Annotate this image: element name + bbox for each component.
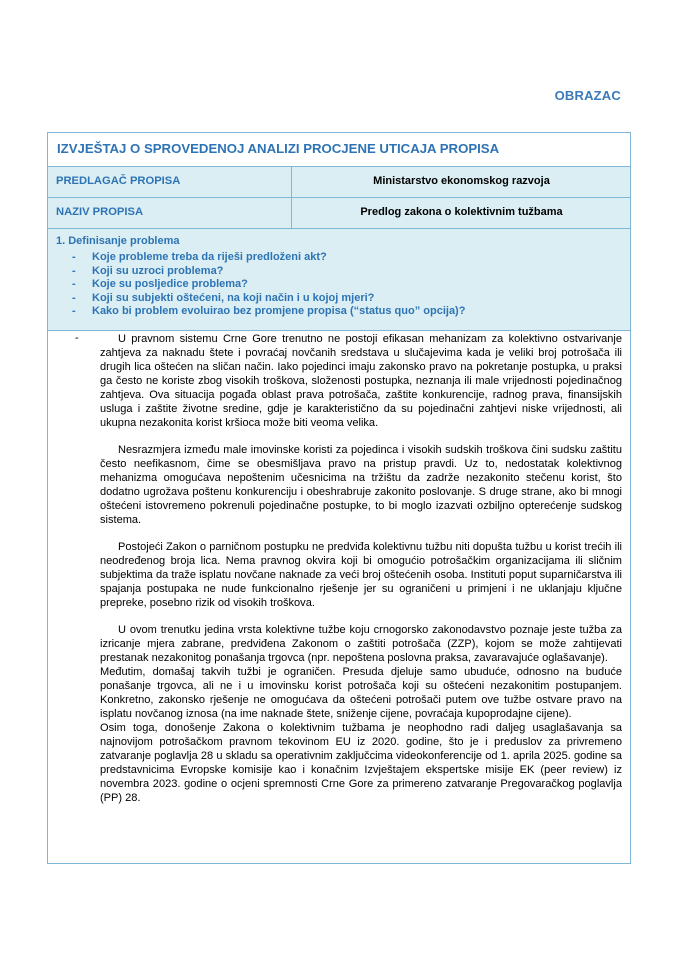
proposer-value: Ministarstvo ekonomskog razvoja [373,175,550,187]
section-heading: 1. Definisanje problema [56,235,180,247]
proposer-label: PREDLAGAČ PROPISA [56,175,181,187]
section-problem-definition [48,229,630,331]
paragraph: Nesrazmjera između male imovinske koristi za pojedinca i visokih sudskih troškova čini sudsku zaštitu često neefikasnom, čime se obesmišljava pravo na pristup pravdi. Uz to, nedostatak kolektivnog mehanizma omogućava nepoštenim učesnicima na tržištu da zadrže nezakonito stečenu korist, što dodatno ugrožava poštenu konkurenciju i obeshrabruje zakonito poslovanje. S druge strane, ako bi mnogi oštećeni istovremeno pokrenuli pojedinačne postupke, to bi moglo izazvati ozbiljno opterećenje sudskog sistema. [100,444,622,526]
proposer-row [48,167,630,198]
paragraph: U ovom trenutku jedina vrsta kolektivne tužbe koju crnogorsko zakonodavstvo poznaje jeste tužba za izricanje mjera zabrane, predviđena Zakonom o zaštiti potrošača (ZZP), kojom se može zahtijevati prestanak nezakonitog ponašanja trgovca (npr. nepoštena poslovna praksa, zavaravajuće oglašavanje). [100,624,622,664]
report-form [47,132,631,864]
question-text: Koje probleme treba da riješi predloženi akt? [92,251,327,263]
answer-bullet: - [75,332,79,344]
question-text: Kako bi problem evoluirao bez promjene propisa (“status quo” opcija)? [92,305,466,317]
regulation-name-row [48,198,630,229]
question-text: Koje su posljedice problema? [92,278,248,290]
paragraph: Osim toga, donošenje Zakona o kolektivnim tužbama je neophodno radi daljeg usaglašavanja sa najnovijom potrošačkom pravnom tekovinom EU iz 2020. godine, što je i preduslov za privremeno zatvaranje poglavlja 28 u skladu sa operativnim zaključcima videokonferencije od 1. aprila 2025. godine sa predstavnicima Evropske komisije kao i konačnim Izvještajem ekspertske misije EK (peer review) iz novembra 2023. godine o ocjeni spremnosti Crne Gore za primereno zatvaranje Pregovaračkog poglavlja (PP) 28. [100,722,622,804]
question-bullet: - [72,264,76,277]
answer-paragraphs [100,332,622,805]
report-title: IZVJEŠTAJ O SPROVEDENOJ ANALIZI PROCJENE UTICAJA PROPISA [57,141,500,156]
question-bullet: - [72,305,76,317]
regulation-name-label: NAZIV PROPISA [56,206,144,218]
paragraph: U pravnom sistemu Crne Gore trenutno ne postoji efikasan mehanizam za kolektivno ostvarivanje zahtjeva za naknadu štete i povraćaj novčanih sredstava u slučajevima kada je veliki broj potrošača ili drugih lica oštećen na sličan način. Iako pojedinci imaju zakonsko pravo na pokretanje postupka, u praksi ga često ne koriste zbog visokih troškova, složenosti postupka, neznanja ili male vrijednosti pojedinačnog zahtjeva. Ova situacija pogađa oblast prava potrošača, zaštite konkurencije, radnog prava, finansijskih usluga i zaštite životne sredine, gdje je karakteristično da su pojedinačni zahtjevi niske vrijednosti, ali ukupna nezakonita korist kršioca može biti veoma velika. [100,333,622,429]
paragraph: Postojeći Zakon o parničnom postupku ne predviđa kolektivnu tužbu niti dopušta tužbu u korist trećih ili neodređenog broja lica. Nema pravnog okvira koji bi omogućio potrošačkim organizacijama ili sličnim subjektima da traže isplatu novčane naknade za veći broj oštećenih osoba. Instituti poput suparničarstva ili spajanja postupaka ne nude funkcionalno rješenje jer su ograničeni u primjeni i ne uklanjaju ključne prepreke, posebno rizik od visokih troškova. [100,541,622,609]
form-label: OBRAZAC [554,88,621,103]
question-text: Koji su subjekti oštećeni, na koji način i u kojoj mjeri? [92,291,375,304]
question-text: Koji su uzroci problema? [92,264,224,277]
paragraph: Međutim, domašaj takvih tužbi je ograničen. Presuda djeluje samo ubuduće, odnosno na buduće ponašanje trgovca, ali ne i u imovinsku korist potrošača koji su oštećeni nezakonitim postupanjem. Konkretno, zakonsko rješenje ne omogućava da oštećeni potrošači putem ove tužbe ostvare pravo na isplatu novčanog iznosa (na ime naknade štete, sniženje cijene, povraćaja kupoprodajne cijene). [100,666,622,720]
regulation-name-value: Predlog zakona o kolektivnim tužbama [360,206,563,218]
question-bullet: - [72,291,76,304]
question-bullet: - [72,251,76,263]
proposer-value-cell [291,167,631,197]
question-bullet: - [72,278,76,290]
report-title-row [48,133,630,167]
regulation-name-value-cell [291,198,631,228]
